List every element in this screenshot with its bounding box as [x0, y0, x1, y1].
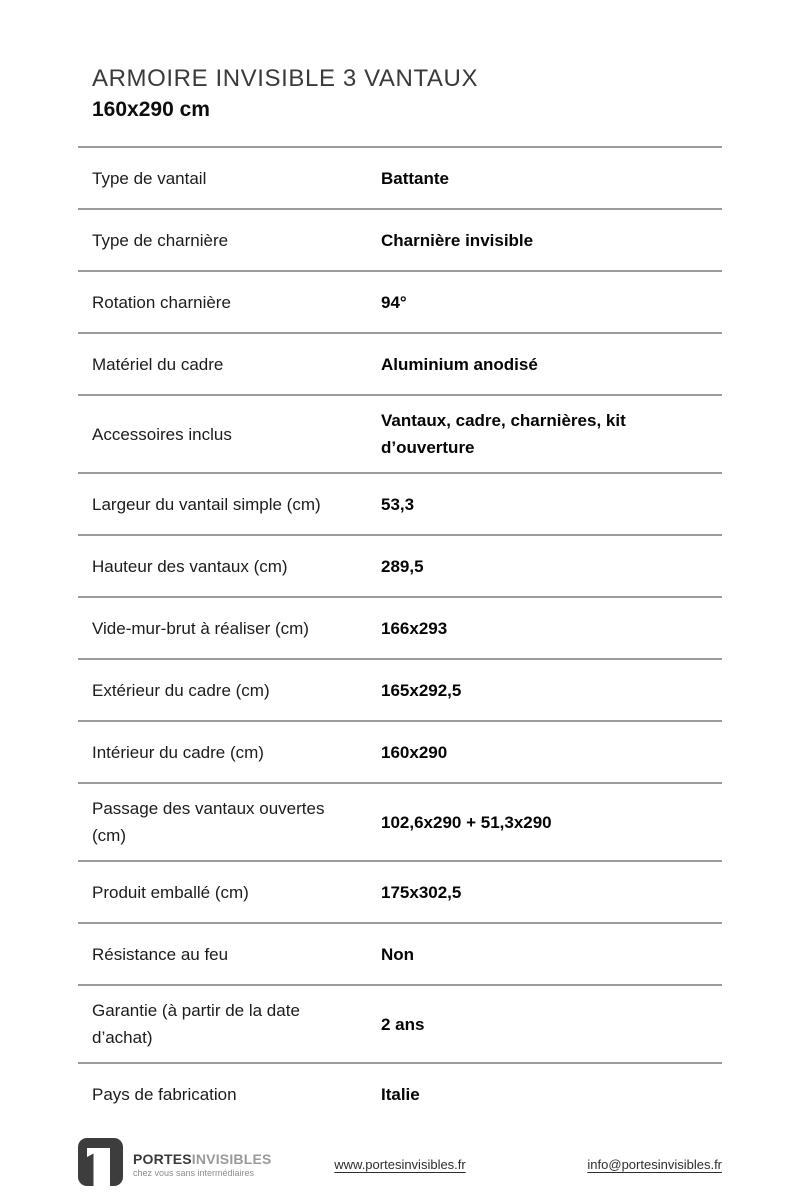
spec-value: 102,6x290 + 51,3x290 — [381, 812, 552, 832]
spec-value: 166x293 — [381, 618, 448, 638]
spec-label: Accessoires inclus — [92, 424, 232, 444]
spec-value: Battante — [381, 168, 450, 188]
spec-label: Matériel du cadre — [92, 354, 224, 374]
brand-name: PORTESINVISIBLES — [133, 1150, 272, 1167]
page-header — [78, 64, 722, 124]
spec-label: Intérieur du cadre (cm) — [92, 742, 264, 762]
spec-label: Largeur du vantail simple (cm) — [92, 494, 321, 514]
spec-value: Charnière invisible — [381, 230, 534, 250]
spec-value: 165x292,5 — [381, 680, 462, 700]
spec-label: Passage des vantaux ouvertes (cm) — [92, 799, 325, 845]
spec-value: 160x290 — [381, 742, 448, 762]
spec-label: Hauteur des vantaux (cm) — [92, 556, 288, 576]
table-row — [78, 472, 722, 534]
spec-label: Pays de fabrication — [92, 1084, 237, 1104]
table-row — [78, 860, 722, 922]
spec-value: Vantaux, cadre, charnières, kit d’ouverture — [381, 411, 626, 457]
spec-label: Type de vantail — [92, 168, 207, 188]
table-row — [78, 720, 722, 782]
page-footer — [78, 1138, 722, 1191]
brand-logo — [78, 1138, 293, 1191]
page-subtitle: 160x290 cm — [92, 98, 210, 121]
spec-label: Résistance au feu — [92, 944, 229, 964]
spec-label: Produit emballé (cm) — [92, 882, 249, 902]
spec-label: Rotation charnière — [92, 292, 231, 312]
spec-label: Vide-mur-brut à réaliser (cm) — [92, 618, 309, 638]
table-row — [78, 922, 722, 984]
email-link[interactable]: info@portesinvisibles.fr — [587, 1156, 723, 1172]
spec-value: 2 ans — [381, 1014, 425, 1034]
table-row — [78, 534, 722, 596]
table-row — [78, 1062, 722, 1124]
table-row — [78, 658, 722, 720]
spec-value: Non — [381, 944, 415, 964]
page-title: ARMOIRE INVISIBLE 3 VANTAUX — [92, 65, 479, 92]
spec-value: Italie — [381, 1084, 420, 1104]
table-row — [78, 270, 722, 332]
spec-label: Type de charnière — [92, 230, 229, 250]
table-row — [78, 394, 722, 472]
spec-value: 94° — [381, 292, 407, 312]
spec-label: Extérieur du cadre (cm) — [92, 680, 270, 700]
spec-label: Garantie (à partir de la date d’achat) — [92, 1001, 300, 1047]
website-link[interactable]: www.portesinvisibles.fr — [334, 1156, 466, 1172]
spec-value: 175x302,5 — [381, 882, 462, 902]
table-row — [78, 208, 722, 270]
spec-table — [78, 146, 722, 1124]
door-icon — [78, 1138, 123, 1191]
table-row — [78, 782, 722, 860]
spec-value: 53,3 — [381, 494, 415, 514]
table-row — [78, 596, 722, 658]
brand-text — [133, 1151, 272, 1179]
spec-value: Aluminium anodisé — [381, 354, 538, 374]
brand-tagline: chez vous sans intermédiaires — [133, 1167, 255, 1178]
spec-value: 289,5 — [381, 556, 424, 576]
table-row — [78, 332, 722, 394]
table-row — [78, 146, 722, 208]
table-row — [78, 984, 722, 1062]
